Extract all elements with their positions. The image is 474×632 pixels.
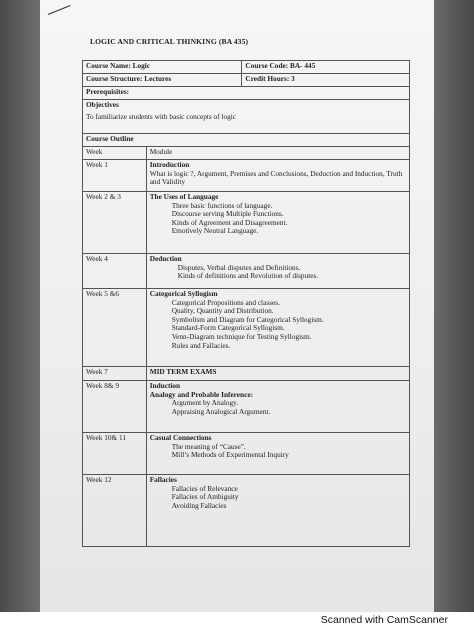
module-line: Three basic functions of language. <box>171 200 273 210</box>
module-title: Induction <box>149 381 181 390</box>
module-line: Venn-Diagram technique for Testing Syllogism. <box>171 332 312 342</box>
module-line: Standard-Form Categorical Syllogism. <box>171 323 285 333</box>
document-heading: LOGIC AND CRITICAL THINKING (BA 435) <box>90 37 249 46</box>
credit-hours-cell: Credit Hours: 3 <box>242 74 410 87</box>
scanner-watermark: Scanned with CamScanner <box>320 614 448 626</box>
module-cell <box>146 381 409 433</box>
week-cell: Week 1 <box>83 160 147 192</box>
week-header: Week <box>83 147 147 160</box>
module-line: What is logic ?, Argument, Premises and Conclusions, Deduction and Induction, Truth and Validity <box>149 168 403 187</box>
module-line: Mill’s Methods of Experimental Inquiry <box>171 450 289 460</box>
module-title: Fallacies <box>149 475 177 484</box>
course-code-cell: Course Code: BA- 445 <box>242 61 410 74</box>
module-title: The Uses of Language <box>149 192 219 201</box>
prerequisites-cell: Prerequisites: <box>83 87 410 100</box>
table-row <box>83 433 410 475</box>
table-row <box>83 254 410 289</box>
week-cell: Week 4 <box>83 254 147 289</box>
objectives-label: Objectives <box>86 100 119 109</box>
week-cell: Week 8& 9 <box>83 381 147 433</box>
table-row <box>83 475 410 547</box>
module-cell <box>146 192 409 254</box>
module-line: Quality, Quantity and Distribution. <box>171 306 274 316</box>
module-line: Disputes, Verbal disputes and Definitions. <box>177 262 301 272</box>
module-cell <box>146 475 409 547</box>
table-row <box>83 381 410 433</box>
module-line: Symbolism and Diagram for Categorical Syllogism. <box>171 314 324 324</box>
module-line: The meaning of “Cause”. <box>171 441 246 451</box>
objectives-text: To familiarize students with basic concepts of logic <box>86 111 237 121</box>
module-cell: MID TERM EXAMS <box>146 367 409 381</box>
module-cell <box>146 254 409 289</box>
module-title: Introduction <box>149 160 190 169</box>
table-row <box>83 192 410 254</box>
module-title: Categorical Syllogism <box>149 289 218 298</box>
module-line: Argument by Analogy. <box>171 398 239 408</box>
module-title: Casual Connections <box>149 433 212 442</box>
table-row <box>83 160 410 192</box>
module-cell <box>146 433 409 475</box>
module-line: Categorical Propositions and classes. <box>171 297 280 307</box>
module-subtitle: Analogy and Probable Inference: <box>149 389 253 399</box>
table-row <box>83 367 410 381</box>
course-table <box>82 60 410 547</box>
course-name-cell: Course Name: Logic <box>83 61 242 74</box>
course-structure-cell: Course Structure: Lectures <box>83 74 242 87</box>
table-row <box>83 289 410 367</box>
objectives-cell <box>83 100 410 134</box>
scan-background-left <box>0 0 40 632</box>
module-line: Fallacies of Relevance <box>171 483 238 493</box>
module-line: Appraising Analogical Argument. <box>171 406 271 416</box>
outline-label-cell: Course Outline <box>83 134 410 147</box>
module-cell <box>146 160 409 192</box>
module-line: Avoiding Fallacies <box>171 500 227 510</box>
module-line: Rules and Fallacies. <box>171 340 231 350</box>
module-title: Deduction <box>149 254 182 263</box>
week-cell: Week 7 <box>83 367 147 381</box>
week-cell: Week 12 <box>83 475 147 547</box>
module-cell <box>146 289 409 367</box>
week-cell: Week 10& 11 <box>83 433 147 475</box>
week-cell: Week 2 & 3 <box>83 192 147 254</box>
module-line: Kinds of definitions and Revolution of disputes. <box>177 271 319 281</box>
module-line: Discourse serving Multiple Functions. <box>171 209 284 219</box>
module-line: Emotively Neutral Language. <box>171 226 259 236</box>
module-header: Module <box>146 147 409 160</box>
module-line: Fallacies of Ambiguity <box>171 492 239 502</box>
module-line: Kinds of Agreement and Disagreement. <box>171 217 288 227</box>
scan-background-right <box>434 0 474 632</box>
week-cell: Week 5 &6 <box>83 289 147 367</box>
